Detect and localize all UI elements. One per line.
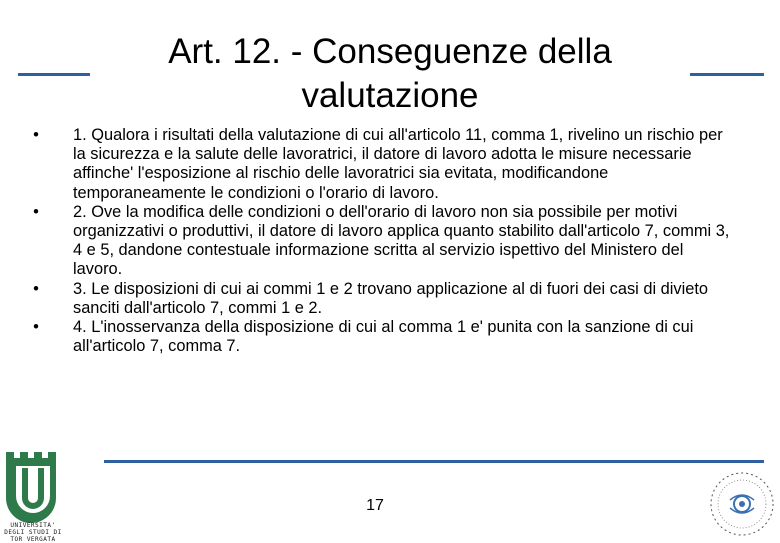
bullet-icon: • xyxy=(33,202,39,221)
list-item xyxy=(30,203,730,280)
page-number: 17 xyxy=(366,497,384,514)
footer-rule xyxy=(104,460,764,463)
list-item-text: 2. Ove la modifica delle condizioni o dell'orario di lavoro non sia possibile per motivi organizzativi o produttivi, il datore di lavoro applica quanto stabilito dall'articolo 7, commi 3, 4 e 5, dandone contestuale informazione scritta al servizio ispettivo del Ministero del lavoro. xyxy=(73,202,730,279)
university-logo-caption-line1: UNIVERSITA' DEGLI STUDI DI xyxy=(4,522,62,536)
bullet-icon: • xyxy=(33,126,39,144)
slide-title-line2: valutazione xyxy=(90,74,690,118)
list-item-text: 4. L'inosservanza della disposizione di cui al comma 1 e' punita con la sanzione di cui all'articolo 7, comma 7. xyxy=(73,318,694,356)
list-item xyxy=(30,126,730,203)
list-item-text: 3. Le disposizioni di cui ai commi 1 e 2 trovano applicazione al di fuori dei casi di divieto sanciti dall'articolo 7, commi 1 e 2. xyxy=(73,279,709,317)
slide-title xyxy=(90,30,690,118)
list-item xyxy=(30,280,730,318)
bullet-icon: • xyxy=(33,318,39,337)
slide-title-line1: Art. 12. - Conseguenze della xyxy=(90,30,690,74)
list-item xyxy=(30,318,730,356)
university-logo-caption-line2: TOR VERGATA xyxy=(10,536,56,543)
bullet-list xyxy=(30,126,730,356)
list-item-text: 1. Qualora i risultati della valutazione di cui all'articolo 11, comma 1, rivelino un rischio per la sicurezza e la salute delle lavoratrici, il datore di lavoro adotta le misure necessarie affinche' l'esposizione al rischio delle lavoratrici sia evitata, modificandone temporaneamente le condizioni o l'orario di lavoro. xyxy=(73,126,723,202)
inaf-seal-icon xyxy=(708,470,776,538)
bullet-icon: • xyxy=(33,279,39,298)
